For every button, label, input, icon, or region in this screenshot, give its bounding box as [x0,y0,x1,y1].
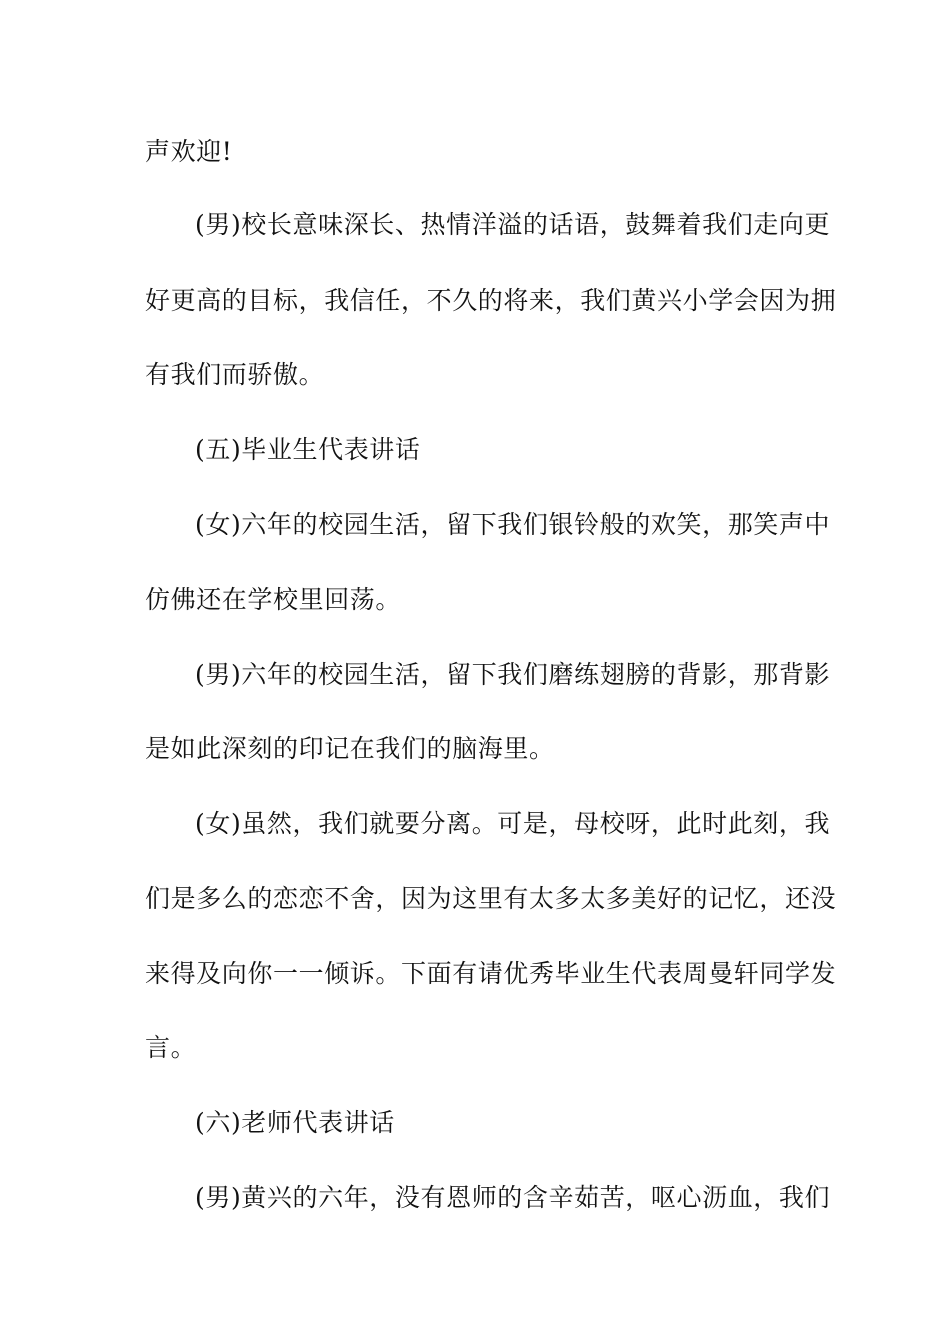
text-line-6: (女)六年的校园生活，留下我们银铃般的欢笑，那笑声中 [195,510,831,539]
text-line-1: 声欢迎! [145,137,233,166]
text-line-2: (男)校长意味深长、热情洋溢的话语，鼓舞着我们走向更 [195,210,831,239]
text-line-3: 好更高的目标，我信任，不久的将来，我们黄兴小学会因为拥 [145,286,837,315]
text-line-8: (男)六年的校园生活，留下我们磨练翅膀的背影，那背影 [195,660,831,689]
text-line-10: (女)虽然，我们就要分离。可是，母校呀，此时此刻，我 [195,809,831,838]
text-line-13: 言。 [145,1033,197,1062]
text-line-15: (男)黄兴的六年，没有恩师的含辛茹苦，呕心沥血，我们 [195,1183,831,1212]
text-line-9: 是如此深刻的印记在我们的脑海里。 [145,734,555,763]
text-line-7: 仿佛还在学校里回荡。 [145,585,402,614]
text-line-11: 们是多么的恋恋不舍，因为这里有太多太多美好的记忆，还没 [145,884,837,913]
text-line-12: 来得及向你一一倾诉。下面有请优秀毕业生代表周曼轩同学发 [145,959,837,988]
section-heading-5: (五)毕业生代表讲话 [195,435,421,464]
section-heading-6: (六)老师代表讲话 [195,1108,395,1137]
text-line-4: 有我们而骄傲。 [145,360,325,389]
